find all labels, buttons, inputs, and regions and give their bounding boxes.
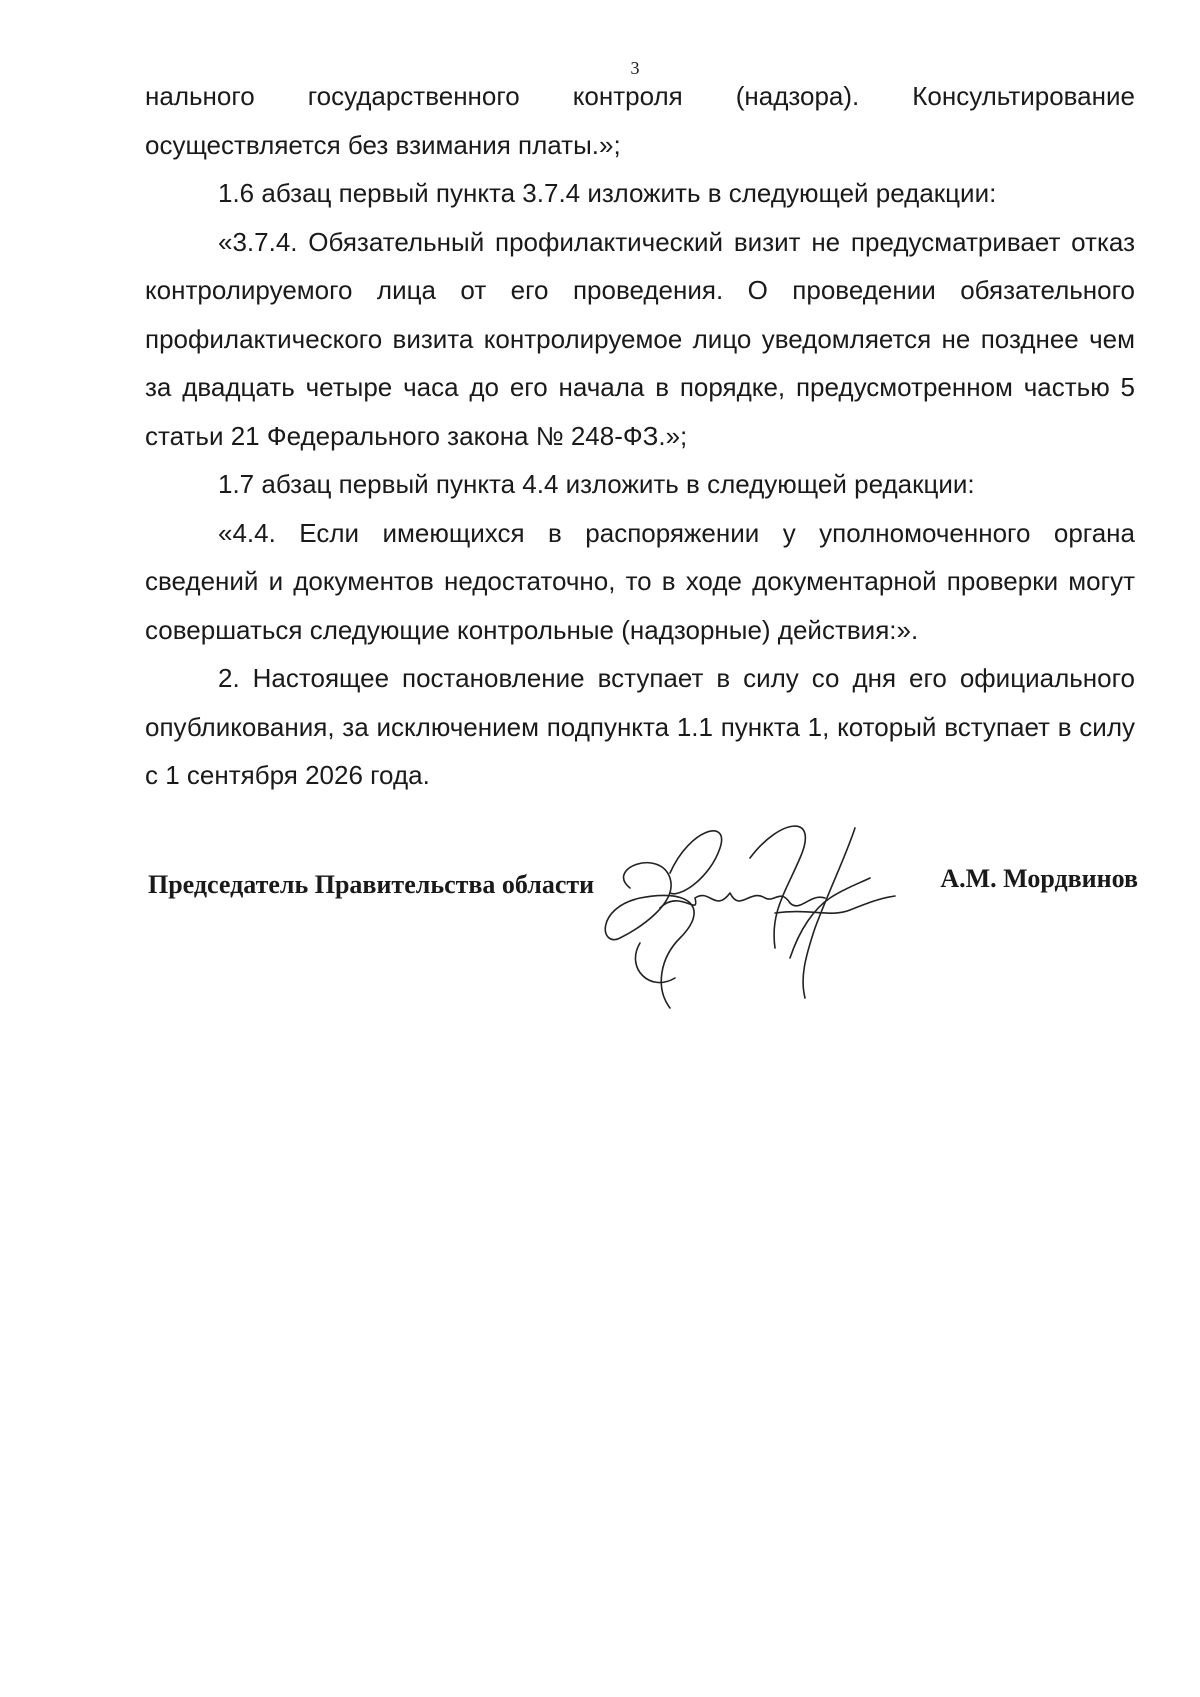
handwritten-signature [600,818,940,1018]
paragraph-continuation: нального государственного контроля (надзора). Консультирование осуществляется без взимания платы.»; [145,81,1135,160]
page-number: 3 [630,58,640,78]
paragraph-item-1-7: 1.7 абзац первый пункта 4.4 изложить в следующей редакции: [218,469,975,499]
paragraph-quote-3-7-4: «3.7.4. Обязательный профилактический визит не предусматривает отказ контролируемого лица от его проведения. О проведении обязательного профилактического визита контролируемое лицо уведомляется не позднее чем за двадцать четыре часа до его начала в порядке, предусмотренном частью 5 статьи 21 Федерального закона № 248-ФЗ.»; [145,226,1135,451]
signatory-position: Председатель Правительства области [148,870,595,899]
paragraph-quote-4-4: «4.4. Если имеющихся в распоряжении у уполномоченного органа сведений и документов недостаточно, то в ходе документарной проверки могут совершаться следующие контрольные (надзорные) действия:». [145,517,1135,645]
paragraph-item-1-6: 1.6 абзац первый пункта 3.7.4 изложить в следующей редакции: [218,178,997,208]
signatory-name: А.М. Мордвинов [940,864,1138,893]
document-body [145,72,1135,800]
paragraph-item-2: 2. Настоящее постановление вступает в силу со дня его официального опубликования, за исключением подпункта 1.1 пункта 1, который вступает в силу с 1 сентября 2026 года. [145,663,1135,790]
